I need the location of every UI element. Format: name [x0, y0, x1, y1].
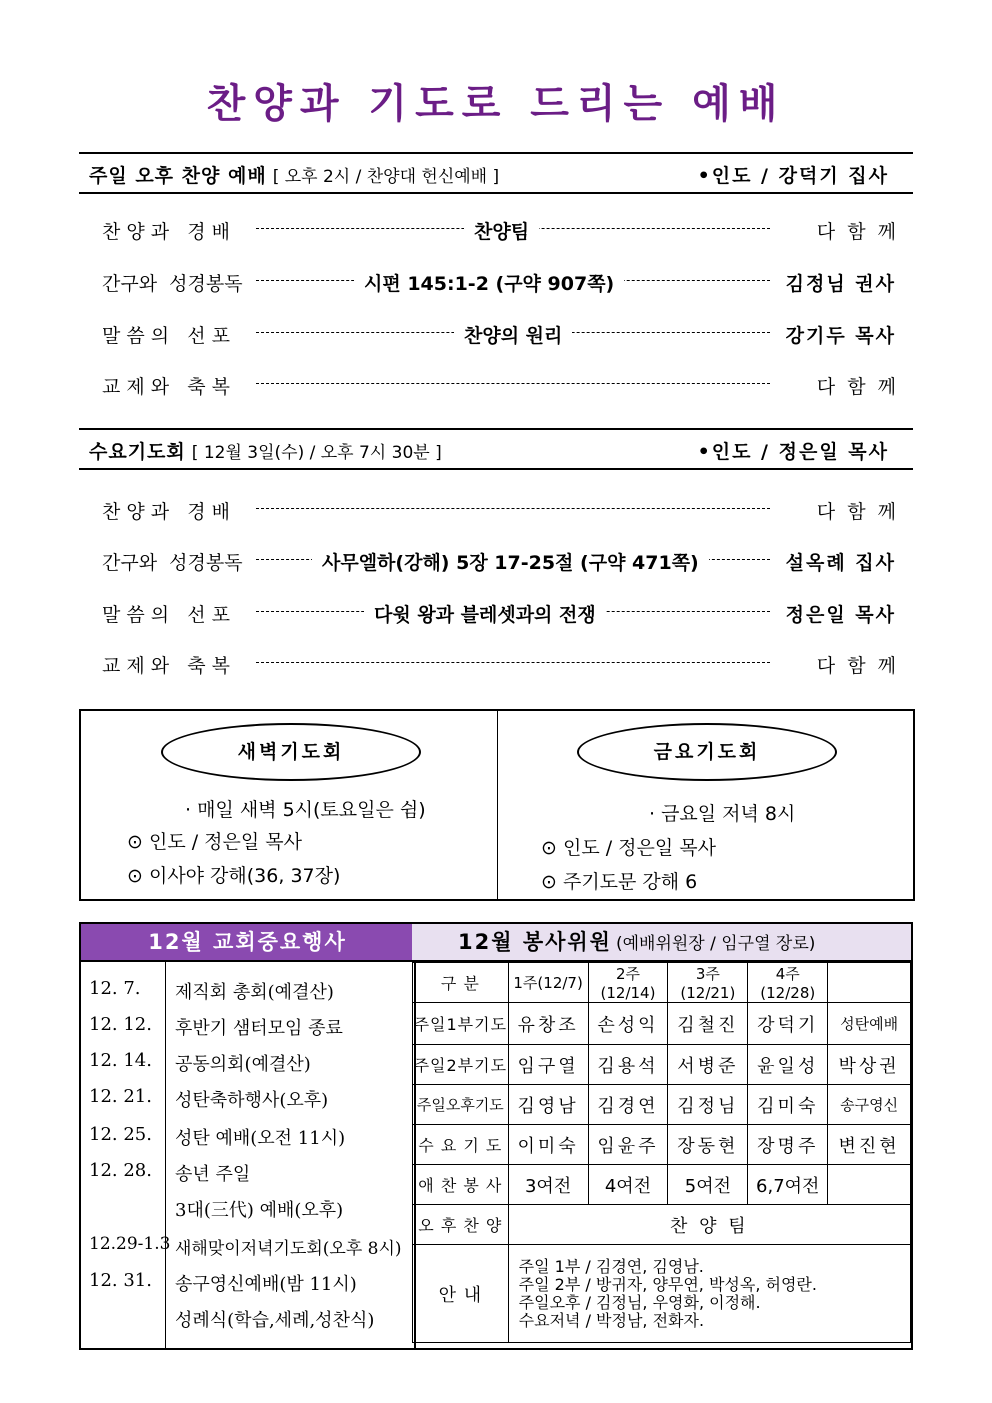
table-cell: 유창조 [508, 1003, 588, 1045]
table-cell: 강덕기 [748, 1003, 828, 1045]
friday-prayer-title: 금요기도회 [577, 723, 837, 781]
table-cell: 3여전 [508, 1165, 588, 1205]
order-row [102, 600, 896, 630]
page-title: 찬양과 기도로 드리는 예배 [206, 81, 786, 127]
order-row [102, 651, 896, 681]
event-date: 12. 21. [89, 1086, 152, 1107]
friday-prayer-leader: ⊙ 인도 / 정은일 목사 [541, 837, 716, 859]
event-date: 12. 25. [89, 1124, 152, 1145]
order-person: 다 함 께 [816, 655, 896, 677]
column-header: 1주(12/7) [508, 963, 588, 1003]
order-row [102, 497, 896, 527]
notice-line: 수요저녁 / 박정남, 전화자. [518, 1310, 705, 1330]
event-text: 새해맞이저녁기도회(오후 8시) [175, 1239, 402, 1259]
table-cell: 김정님 [668, 1085, 748, 1125]
column-header: 구 분 [413, 963, 509, 1003]
order-person: 다 함 께 [816, 501, 896, 523]
wednesday-service-leader: •인도 / 정은일 목사 [697, 441, 889, 463]
table-cell: 손성익 [588, 1003, 668, 1045]
sunday-service-leader: •인도 / 강덕기 집사 [697, 165, 889, 187]
event-date: 12. 14. [89, 1050, 152, 1071]
service-header [412, 924, 911, 962]
table-cell: 서병준 [668, 1045, 748, 1085]
dawn-prayer-title: 새벽기도회 [161, 723, 421, 781]
row-header: 애 찬 봉 사 [413, 1165, 509, 1205]
notice-cell [508, 1245, 910, 1343]
order-label: 교 제 와 축 복 [102, 376, 231, 398]
dawn-prayer-time: · 매일 새벽 5시(토요일은 쉼) [185, 799, 426, 821]
table-cell: 찬 양 팀 [508, 1205, 910, 1245]
order-label: 간구와 성경봉독 [102, 273, 243, 295]
order-label: 말 씀 의 선 포 [102, 325, 231, 347]
table-cell: 5여전 [668, 1165, 748, 1205]
event-date: 12. 28. [89, 1160, 152, 1181]
table-row [413, 1045, 911, 1085]
table-cell: 김철진 [668, 1003, 748, 1045]
order-person: 다 함 께 [816, 221, 896, 243]
table-cell: 변진현 [828, 1125, 911, 1165]
table-cell: 윤일성 [748, 1045, 828, 1085]
table-row [413, 1085, 911, 1125]
notice-line: 주일오후 / 김정님, 우영화, 이정해. [518, 1292, 761, 1312]
row-header: 주일1부기도 [413, 1003, 509, 1045]
order-content: 시편 145:1-2 (구약 907쪽) [354, 269, 624, 296]
table-row [413, 1003, 911, 1045]
row-header: 안 내 [413, 1245, 509, 1343]
table-cell: 김영남 [508, 1085, 588, 1125]
order-person: 정은일 목사 [785, 604, 896, 626]
table-row [413, 1205, 911, 1245]
order-row [102, 372, 896, 402]
event-date: 12. 7. [89, 978, 141, 999]
dawn-prayer-topic: ⊙ 이사야 강해(36, 37장) [127, 865, 341, 887]
table-row [413, 1245, 911, 1343]
table-cell: 임구열 [508, 1045, 588, 1085]
event-text: 제직회 총회(예결산) [175, 982, 334, 1003]
table-cell: 장동현 [668, 1125, 748, 1165]
order-person: 설옥례 집사 [785, 552, 896, 574]
order-label: 찬 양 과 경 배 [102, 501, 231, 523]
table-cell: 김용석 [588, 1045, 668, 1085]
table-cell: 임윤주 [588, 1125, 668, 1165]
sunday-service-info: [ 오후 2시 / 찬양대 헌신예배 ] [272, 167, 500, 187]
order-person: 김정님 권사 [785, 273, 896, 295]
order-label: 찬 양 과 경 배 [102, 221, 231, 243]
leader-dashes [256, 383, 770, 384]
order-person: 다 함 께 [816, 376, 896, 398]
order-content: 다윗 왕과 블레셋과의 전쟁 [364, 600, 606, 627]
row-header: 주일오후기도 [413, 1085, 509, 1125]
table-row [413, 1165, 911, 1205]
wednesday-service-header [79, 428, 913, 470]
table-cell [828, 1165, 911, 1205]
table-cell: 송구영신 [828, 1085, 911, 1125]
wednesday-service-info: [ 12월 3일(수) / 오후 7시 30분 ] [191, 443, 442, 463]
order-row [102, 217, 896, 247]
order-label: 교 제 와 축 복 [102, 655, 231, 677]
column-header: 2주(12/14) [588, 963, 668, 1003]
table-cell: 김미숙 [748, 1085, 828, 1125]
row-header: 수 요 기 도 [413, 1125, 509, 1165]
friday-prayer-topic: ⊙ 주기도문 강해 6 [541, 871, 698, 893]
order-row [102, 269, 896, 299]
service-note: (예배위원장 / 임구열 장로) [615, 934, 816, 954]
notice-line: 주일 1부 / 김경연, 김영남. [518, 1256, 704, 1276]
events-header: 12월 교회중요행사 [81, 924, 414, 962]
column-header: 4주(12/28) [748, 963, 828, 1003]
friday-prayer-time: · 금요일 저녁 8시 [649, 803, 796, 825]
event-text: 송구영신예배(밤 11시) [175, 1274, 357, 1295]
event-text: 성례식(학습,세례,성찬식) [175, 1310, 375, 1331]
order-label: 간구와 성경봉독 [102, 552, 243, 574]
table-cell: 박상권 [828, 1045, 911, 1085]
leader-dashes [256, 662, 770, 663]
table-cell: 4여전 [588, 1165, 668, 1205]
row-header: 오 후 찬 양 [413, 1205, 509, 1245]
event-text: 3대(三代) 예배(오후) [175, 1200, 344, 1221]
table-cell: 김경연 [588, 1085, 668, 1125]
december-events-panel [79, 922, 416, 1350]
events-column-divider [165, 962, 166, 1348]
order-content: 찬양팀 [464, 217, 539, 244]
order-row [102, 321, 896, 351]
prayer-meetings-box [79, 709, 915, 901]
event-text: 후반기 샘터모임 종료 [175, 1018, 343, 1039]
table-header-row [413, 963, 911, 1003]
table-cell: 장명주 [748, 1125, 828, 1165]
sunday-service-title: 주일 오후 찬양 예배 [89, 165, 267, 187]
order-row [102, 548, 896, 578]
order-person: 강기두 목사 [785, 325, 896, 347]
wednesday-service-title: 수요기도회 [89, 441, 186, 463]
sunday-service-header [79, 152, 913, 194]
column-header: 3주(12/21) [668, 963, 748, 1003]
row-header: 주일2부기도 [413, 1045, 509, 1085]
leader-dashes [256, 508, 770, 509]
event-text: 송년 주일 [175, 1164, 251, 1185]
event-text: 공동의회(예결산) [175, 1054, 311, 1075]
table-cell: 6,7여전 [748, 1165, 828, 1205]
event-date: 12.29-1.3 [89, 1234, 171, 1254]
table-cell: 이미숙 [508, 1125, 588, 1165]
table-cell: 성탄예배 [828, 1003, 911, 1045]
order-content: 사무엘하(강해) 5장 17-25절 (구약 471쪽) [312, 548, 709, 575]
event-text: 성탄 예배(오전 11시) [175, 1128, 346, 1149]
table-row [413, 1125, 911, 1165]
service-volunteers-panel [412, 922, 913, 1350]
event-text: 성탄축하행사(오후) [175, 1090, 329, 1111]
event-date: 12. 12. [89, 1014, 152, 1035]
box-divider [497, 711, 498, 899]
order-content: 찬양의 원리 [454, 321, 572, 348]
service-title: 12월 봉사위원 [458, 930, 612, 954]
order-label: 말 씀 의 선 포 [102, 604, 231, 626]
service-table [412, 962, 911, 1343]
event-date: 12. 31. [89, 1270, 152, 1291]
column-header [828, 963, 911, 1003]
notice-line: 주일 2부 / 방귀자, 양무연, 박성옥, 허영란. [518, 1274, 817, 1294]
dawn-prayer-leader: ⊙ 인도 / 정은일 목사 [127, 831, 302, 853]
